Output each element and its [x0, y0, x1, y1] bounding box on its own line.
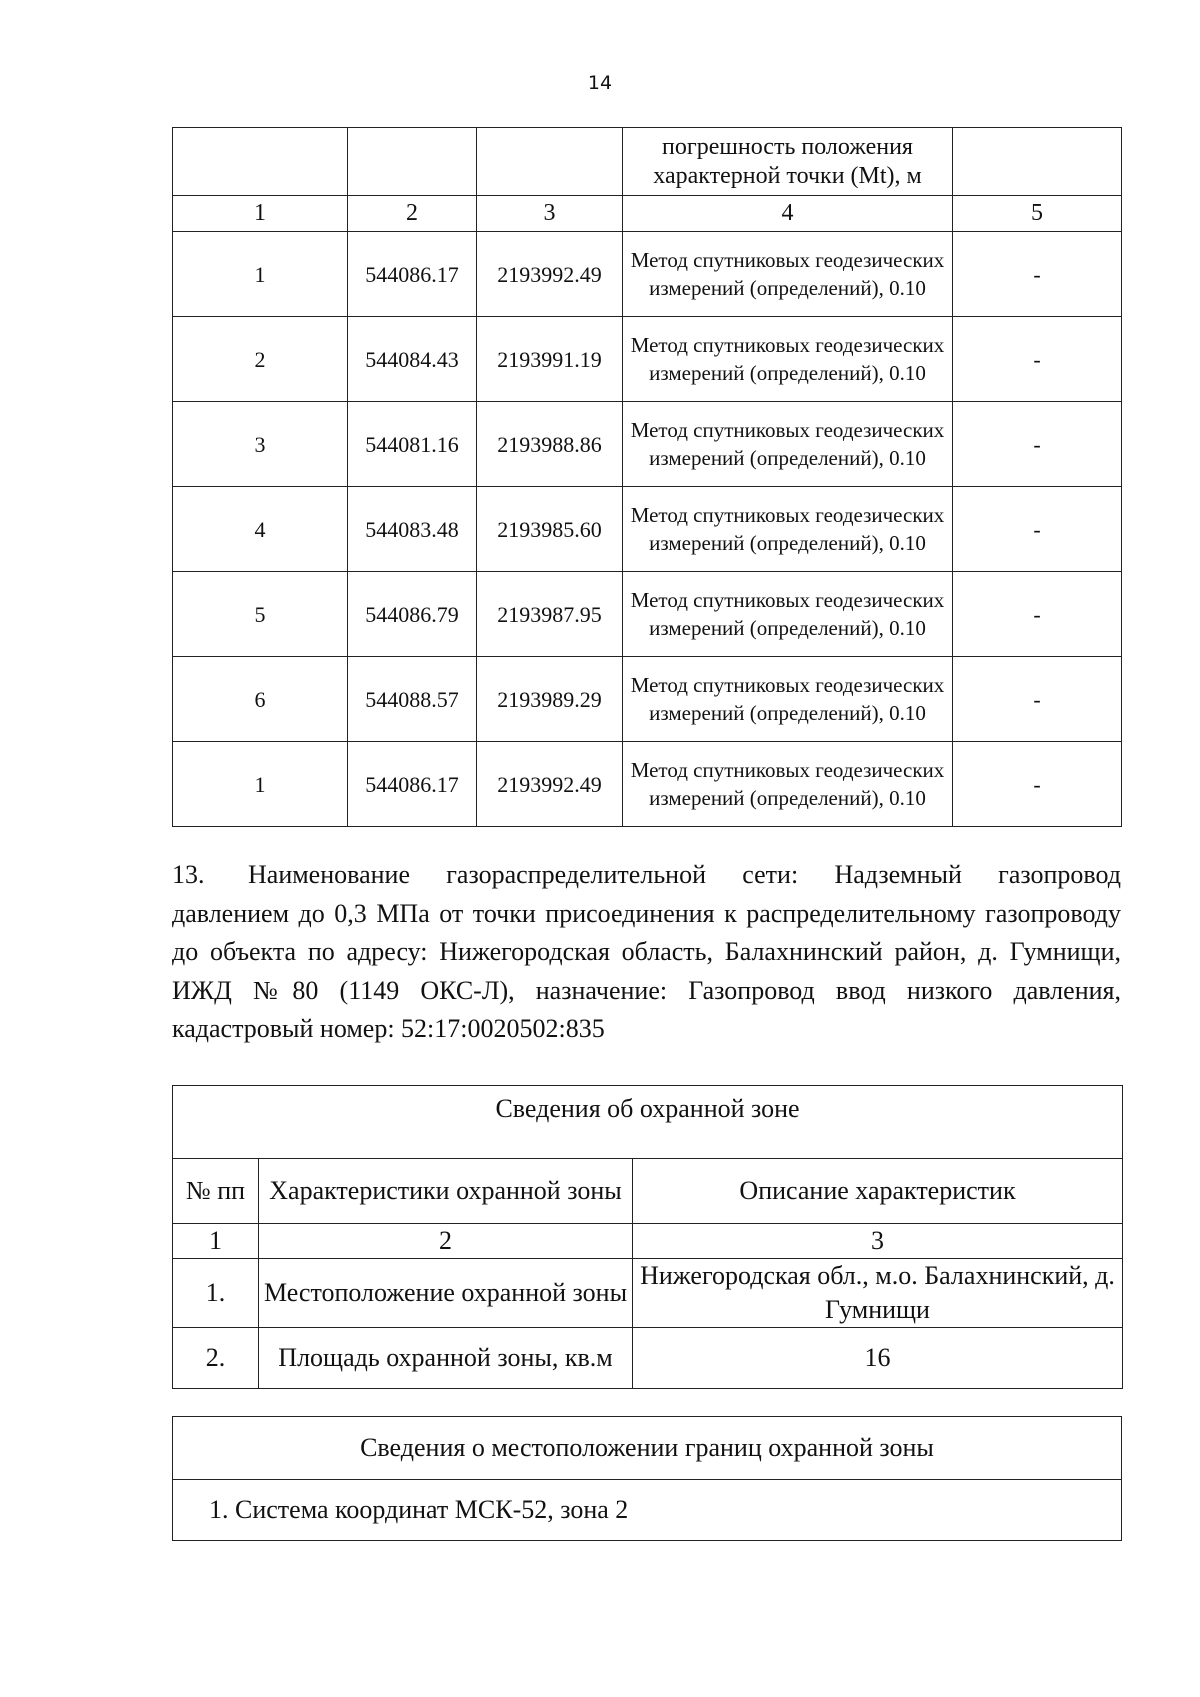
table-header-continuation	[173, 128, 1122, 196]
header-description: Описание характеристик	[633, 1159, 1123, 1224]
method-accuracy: Метод спутниковых геодезических измерений (определений), 0.10	[623, 317, 953, 402]
coord-x: 544086.79	[348, 572, 477, 657]
method-accuracy: Метод спутниковых геодезических измерений (определений), 0.10	[623, 572, 953, 657]
point-description: -	[953, 402, 1122, 487]
table-row	[173, 1480, 1122, 1541]
column-number: 2	[348, 196, 477, 232]
coordinates-table	[172, 127, 1122, 827]
coord-y: 2193991.19	[477, 317, 623, 402]
table-row	[173, 232, 1122, 317]
column-number: 3	[633, 1224, 1123, 1259]
point-description: -	[953, 232, 1122, 317]
point-number: 6	[173, 657, 348, 742]
characteristic-value: Нижегородская обл., м.о. Балахнинский, д. Гумнищи	[633, 1259, 1123, 1328]
point-description: -	[953, 487, 1122, 572]
table-row	[173, 487, 1122, 572]
table-row	[173, 1328, 1123, 1389]
header-characteristic: Характеристики охранной зоны	[259, 1159, 633, 1224]
coord-x: 544084.43	[348, 317, 477, 402]
point-description: -	[953, 742, 1122, 827]
column-number: 5	[953, 196, 1122, 232]
column-number: 4	[623, 196, 953, 232]
point-description: -	[953, 572, 1122, 657]
coord-x: 544086.17	[348, 232, 477, 317]
table-row	[173, 657, 1122, 742]
coord-x: 544088.57	[348, 657, 477, 742]
column-numbers-row	[173, 1224, 1123, 1259]
point-number: 4	[173, 487, 348, 572]
table-row	[173, 572, 1122, 657]
header-cell	[953, 128, 1122, 196]
column-number: 1	[173, 1224, 259, 1259]
coord-y: 2193992.49	[477, 232, 623, 317]
point-number: 2	[173, 317, 348, 402]
point-number: 5	[173, 572, 348, 657]
table-row	[173, 317, 1122, 402]
header-cell	[348, 128, 477, 196]
characteristic-value: 16	[633, 1328, 1123, 1389]
column-number: 2	[259, 1224, 633, 1259]
page-number: 14	[587, 72, 613, 94]
coord-y: 2193992.49	[477, 742, 623, 827]
section-13-paragraph	[172, 856, 1121, 1049]
column-number: 1	[173, 196, 348, 232]
section-text: Наименование газораспределительной сети: Надземный газопровод давлением до 0,3 МПа от точки присоединения к распределительному газопроводу до объекта по адресу: Нижегородская область, Балахнинский район, д. Гумнищи, ИЖД №80 (1149 ОКС-Л), назначение: Газопровод ввод низкого давления, кадастровый номер: 52:17:0020502:835	[172, 860, 1121, 1043]
row-number: 2.	[173, 1328, 259, 1389]
coord-y: 2193987.95	[477, 572, 623, 657]
point-number: 1	[173, 232, 348, 317]
table-row	[173, 742, 1122, 827]
table-row	[173, 402, 1122, 487]
point-number: 3	[173, 402, 348, 487]
table-row	[173, 1259, 1123, 1328]
protection-zone-table	[172, 1085, 1123, 1389]
boundary-table-title: Сведения о местоположении границ охранной зоны	[173, 1417, 1122, 1480]
coord-x: 544083.48	[348, 487, 477, 572]
section-number: 13.	[172, 860, 205, 889]
coord-x: 544086.17	[348, 742, 477, 827]
method-accuracy: Метод спутниковых геодезических измерений (определений), 0.10	[623, 232, 953, 317]
zone-table-title: Сведения об охранной зоне	[173, 1086, 1123, 1159]
row-number: 1.	[173, 1259, 259, 1328]
point-number: 1	[173, 742, 348, 827]
point-description: -	[953, 317, 1122, 402]
header-cell	[477, 128, 623, 196]
method-accuracy: Метод спутниковых геодезических измерений (определений), 0.10	[623, 402, 953, 487]
method-accuracy: Метод спутниковых геодезических измерений (определений), 0.10	[623, 657, 953, 742]
point-description: -	[953, 657, 1122, 742]
coord-x: 544081.16	[348, 402, 477, 487]
coord-y: 2193989.29	[477, 657, 623, 742]
coordinate-system: 1. Система координат МСК-52, зона 2	[173, 1480, 1122, 1541]
zone-table-title-row	[173, 1086, 1123, 1159]
method-accuracy: Метод спутниковых геодезических измерений (определений), 0.10	[623, 742, 953, 827]
header-cell	[173, 128, 348, 196]
boundary-location-table	[172, 1416, 1122, 1541]
method-accuracy: Метод спутниковых геодезических измерений (определений), 0.10	[623, 487, 953, 572]
characteristic-name: Площадь охранной зоны, кв.м	[259, 1328, 633, 1389]
column-number: 3	[477, 196, 623, 232]
column-numbers-row	[173, 196, 1122, 232]
zone-table-header	[173, 1159, 1123, 1224]
header-number: № пп	[173, 1159, 259, 1224]
boundary-table-title-row	[173, 1417, 1122, 1480]
characteristic-name: Местоположение охранной зоны	[259, 1259, 633, 1328]
coord-y: 2193988.86	[477, 402, 623, 487]
header-cell-accuracy: погрешность положения характерной точки (Mt), м	[623, 128, 953, 196]
coord-y: 2193985.60	[477, 487, 623, 572]
